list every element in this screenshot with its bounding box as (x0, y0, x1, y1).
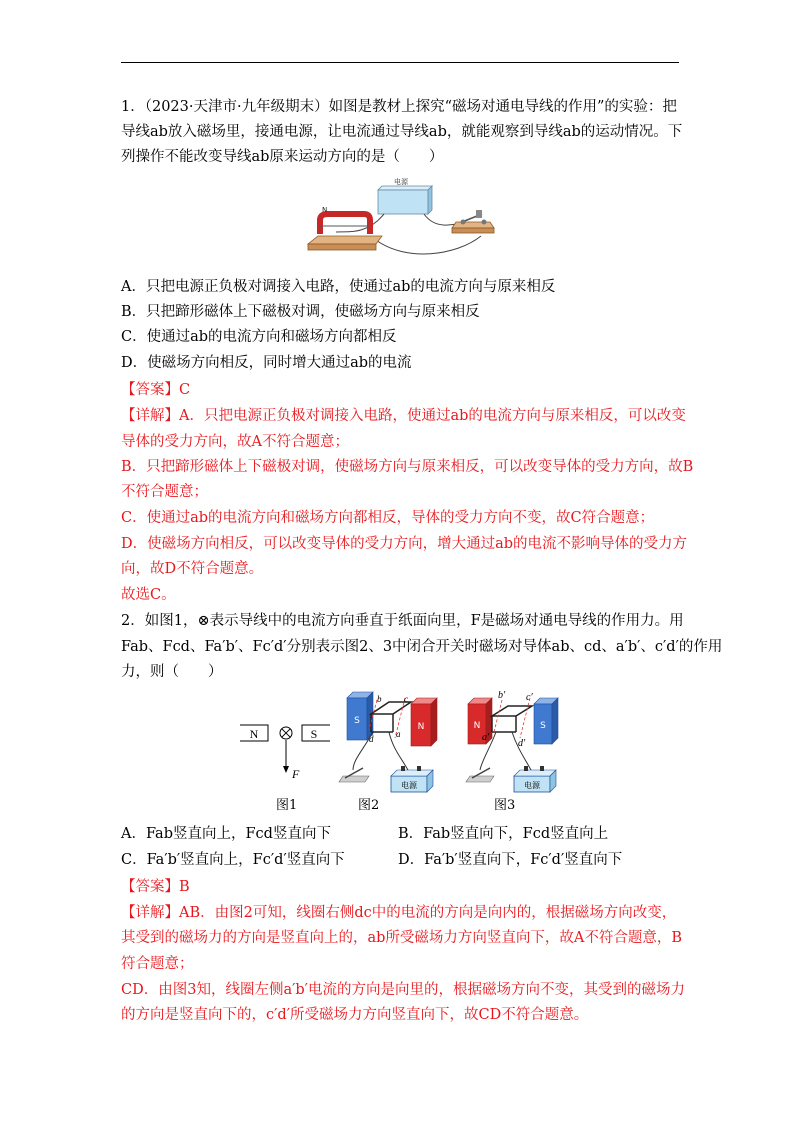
fig2-label-a: a (396, 729, 401, 739)
q2-analysis-line5: 的方向是竖直向下的，c′d′所受磁场力方向竖直向下，故CD不符合题意。 (121, 1007, 589, 1023)
q2-analysis-line3: 符合题意； (121, 956, 194, 972)
q2-stem-line2: Fab、Fcd、Fa′b′、Fc′d′分别表示图2、3中闭合开关时磁场对导体ab、cd、a′b′、c′d′的作用 (121, 639, 723, 655)
fig2-label-d: d (369, 734, 374, 744)
q1-analysis-line4: 不符合题意； (121, 484, 208, 500)
q2-stem-line3: 力，则（ ） (121, 664, 223, 680)
power-supply-box (378, 177, 432, 214)
q1-stem-line3: 列操作不能改变导线ab原来运动方向的是（ ） (121, 149, 444, 165)
fig3-power-label: 电源 (524, 781, 540, 790)
q1-option-d: D．使磁场方向相反，同时增大通过ab的电流 (121, 355, 412, 371)
fig2-n-pole: N (417, 722, 425, 732)
q1-answer: 【答案】C (121, 382, 191, 398)
fig2-label-c: c (404, 694, 408, 704)
fig3-s-pole: S (540, 721, 546, 731)
q2-analysis-line4: CD．由图3知，线圈左侧a′b′电流的方向是向里的，根据磁场方向不变，其受到的磁场力 (121, 982, 685, 998)
q1-analysis-line6: D．使磁场方向相反，可以改变导体的受力方向，增大通过ab的电流不影响导体的受力方 (121, 536, 688, 552)
fig3-label-b: b′ (498, 690, 506, 701)
fig2-s-pole: S (354, 716, 360, 726)
fig2-label-b: b (377, 694, 382, 704)
q1-analysis-line5: C．使通过ab的电流方向和磁场方向都相反，导体的受力方向不变，故C符合题意； (121, 510, 655, 526)
q2-analysis-line2: 其受到的磁场力的方向是竖直向上的，ab所受磁场力方向竖直向下，故A不符合题意，B (121, 930, 683, 946)
horseshoe-magnet (308, 206, 382, 250)
fig1-caption: 图1 (276, 798, 298, 813)
q2-stem-line1: 2．如图1，⊗表示导线中的电流方向垂直于纸面向里，F是磁场对通电导线的作用力。用 (121, 613, 684, 629)
q2-answer: 【答案】B (121, 879, 190, 895)
q1-option-a: A．只把电源正负极对调接入电路，使通过ab的电流方向与原来相反 (121, 279, 556, 295)
q1-stem-line1: 1．（2023·天津市·九年级期末）如图是教材上探究“磁场对通电导线的作用”的实验：把 (121, 99, 677, 115)
fig3-caption: 图3 (494, 798, 516, 813)
fig3-label-a: a′ (482, 732, 490, 743)
fig3-label-d: d′ (518, 738, 526, 749)
header-rule (121, 62, 679, 63)
q1-analysis-line2: 导体的受力方向，故A不符合题意； (121, 434, 349, 450)
fig1-force-label: F (292, 767, 300, 781)
power-label: 电源 (394, 178, 408, 186)
q1-analysis-line7: 向，故D不符合题意。 (121, 561, 264, 577)
q2-analysis-line1: 【详解】AB．由图2可知，线圈右侧dc中的电流的方向是向内的，根据磁场方向改变， (121, 905, 677, 921)
q2-option-c: C．Fa′b′竖直向上，Fc′d′竖直向下 (121, 852, 345, 868)
q2-figure-3 (462, 688, 562, 798)
fig1-s-pole: S (310, 727, 318, 741)
q1-option-b: B．只把蹄形磁体上下磁极对调，使磁场方向与原来相反 (121, 304, 480, 320)
q1-analysis-line1: 【详解】A．只把电源正负极对调接入电路，使通过ab的电流方向与原来相反，可以改变 (121, 408, 686, 424)
q1-conclusion: 故选C。 (121, 587, 176, 603)
fig2-power-label: 电源 (401, 781, 417, 790)
q1-apparatus-figure (306, 176, 496, 262)
magnet-n-label: N (322, 206, 328, 214)
switch-base (452, 210, 494, 233)
q2-option-b: B．Fab竖直向下，Fcd竖直向上 (398, 826, 609, 842)
q2-option-a: A．Fab竖直向上，Fcd竖直向下 (121, 826, 331, 842)
q1-stem-line2: 导线ab放入磁场里，接通电源，让电流通过导线ab，就能观察到导线ab的运动情况。下 (121, 124, 683, 140)
q1-option-c: C．使通过ab的电流方向和磁场方向都相反 (121, 329, 397, 345)
fig3-label-c: c′ (526, 692, 533, 703)
fig3-n-pole: N (473, 721, 481, 731)
fig1-n-pole: N (249, 727, 259, 741)
q1-analysis-line3: B．只把蹄形磁体上下磁极对调，使磁场方向与原来相反，可以改变导体的受力方向，故B (121, 459, 694, 475)
q2-option-d: D．Fa′b′竖直向下，Fc′d′竖直向下 (398, 852, 623, 868)
q2-figure-2 (333, 690, 441, 798)
fig2-caption: 图2 (358, 798, 380, 813)
q2-figure-1 (238, 720, 334, 792)
